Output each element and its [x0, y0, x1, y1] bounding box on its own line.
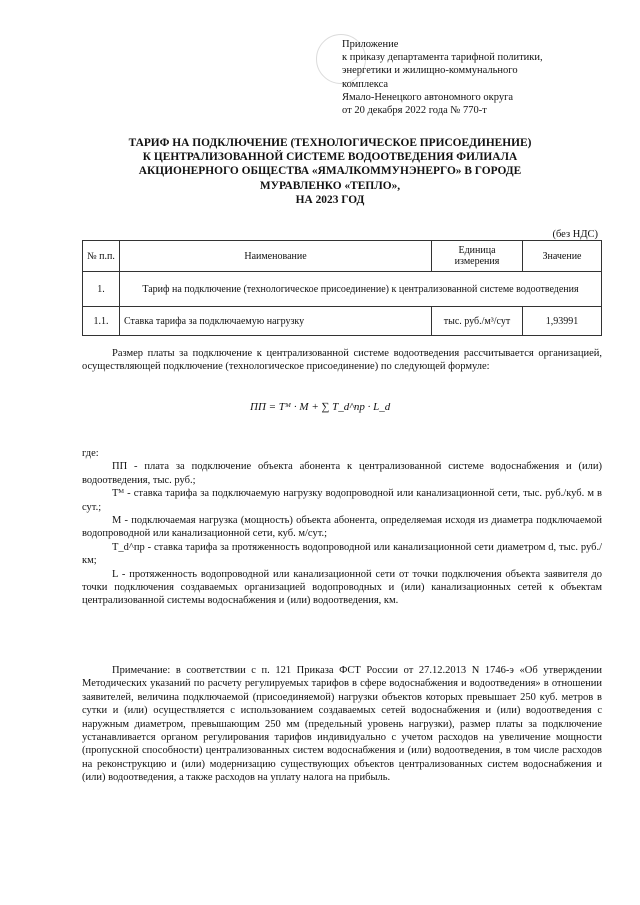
table-header-row [83, 241, 602, 272]
appendix-line: к приказу департамента тарифной политики, [342, 52, 543, 64]
title-line: НА 2023 ГОД [295, 193, 365, 206]
definition-m: M - подключаемая нагрузка (мощность) объекта абонента, определяемая исходя из диаметра подключаемой водопроводной или канализационной сети, куб. м/сут.; [82, 515, 602, 540]
note-text: Примечание: в соответствии с п. 121 Приказа ФСТ России от 27.12.2013 N 1746-э «Об утверждении Методических указаний по расчету регулируемых тарифов в сфере водоснабжения и водоотведения» в отношении заявителей, величина подключаемой (присоединяемой) нагрузки объектов которых превышает 250 куб. метров в сутки и (или) осуществляется с использованием создаваемых сетей водоснабжения и (или) водоотведения с наружным диаметром, превышающим 250 мм (предельный уровень нагрузки), размер платы за подключение устанавливается органом регулирования тарифов индивидуально с учетом расходов на увеличение мощности (пропускной способности) централизованных систем водоснабжения и (или) водоотведения, в том числе расходов на реконструкцию и (или) модернизацию существующих объектов централизованных систем водоснабжения и (или) водоотведения, а также расходов на уплату налога на прибыль. [82, 665, 602, 784]
table-row [83, 307, 602, 336]
title-line: К ЦЕНТРАЛИЗОВАННОЙ СИСТЕМЕ ВОДООТВЕДЕНИЯ ФИЛИАЛА [142, 151, 518, 164]
title-line: ТАРИФ НА ПОДКЛЮЧЕНИЕ (ТЕХНОЛОГИЧЕСКОЕ ПРИСОЕДИНЕНИЕ) [128, 137, 532, 149]
cell-name: Ставка тарифа за подключаемую нагрузку [120, 307, 432, 336]
definition-tm: Tᴹ - ставка тарифа за подключаемую нагрузку водопроводной или канализационной сети, тыс. руб./куб. м в сут.; [82, 488, 602, 513]
definitions-block [82, 447, 602, 608]
definition-td: T_d^пр - ставка тарифа за протяженность водопроводной или канализационной сети диаметром d, тыс. руб./км; [82, 541, 602, 567]
cell-num: 1. [83, 272, 120, 307]
appendix-line: комплекса [342, 78, 389, 90]
cell-name: Тариф на подключение (технологическое присоединение) к централизованной системе водоотведения [120, 272, 602, 307]
definition-l: L - протяженность водопроводной или канализационной сети от точки подключения объекта заявителя до точки подключения создаваемых организацией водопроводных и (или) канализационных сетей к объектам централизованной системы водоснабжения и (или) водоотведения, км. [82, 568, 602, 607]
appendix-line: Приложение [342, 39, 399, 50]
title-line: МУРАВЛЕНКО «ТЕПЛО», [259, 179, 401, 192]
intro-text: Размер платы за подключение к централизованной системе водоотведения рассчитывается организацией, осуществляющей подключение (технологическое присоединение) по следующей формуле: [82, 348, 602, 373]
cell-value: 1,93991 [523, 307, 602, 336]
header-unit: Единица измерения [432, 241, 523, 272]
title-line: АКЦИОНЕРНОГО ОБЩЕСТВА «ЯМАЛКОММУНЭНЕРГО» В ГОРОДЕ [138, 165, 522, 178]
appendix-block [342, 38, 602, 117]
header-name: Наименование [120, 241, 432, 272]
note-block [82, 664, 602, 785]
definition-pp: ПП - плата за подключение объекта абонента к централизованной системе водоснабжения и (или) водоотведения, тыс. руб.; [82, 461, 602, 486]
where-label: где: [82, 448, 99, 459]
cell-unit: тыс. руб./м³/сут [432, 307, 523, 336]
appendix-line: Ямало-Ненецкого автономного округа [342, 91, 514, 103]
header-value: Значение [523, 241, 602, 272]
document-title [60, 136, 600, 207]
appendix-line: энергетики и жилищно-коммунального [342, 65, 518, 77]
formula: ПП = Tᴹ · M + ∑ T_d^пр · L_d [250, 401, 391, 413]
cell-num: 1.1. [83, 307, 120, 336]
appendix-date-line: от 20 декабря 2022 года № 770-т [342, 105, 487, 117]
vat-note: (без НДС) [552, 229, 598, 240]
header-num: № п.п. [83, 241, 120, 272]
tariff-table [82, 240, 602, 336]
table-row [83, 272, 602, 307]
intro-paragraph [82, 347, 602, 374]
